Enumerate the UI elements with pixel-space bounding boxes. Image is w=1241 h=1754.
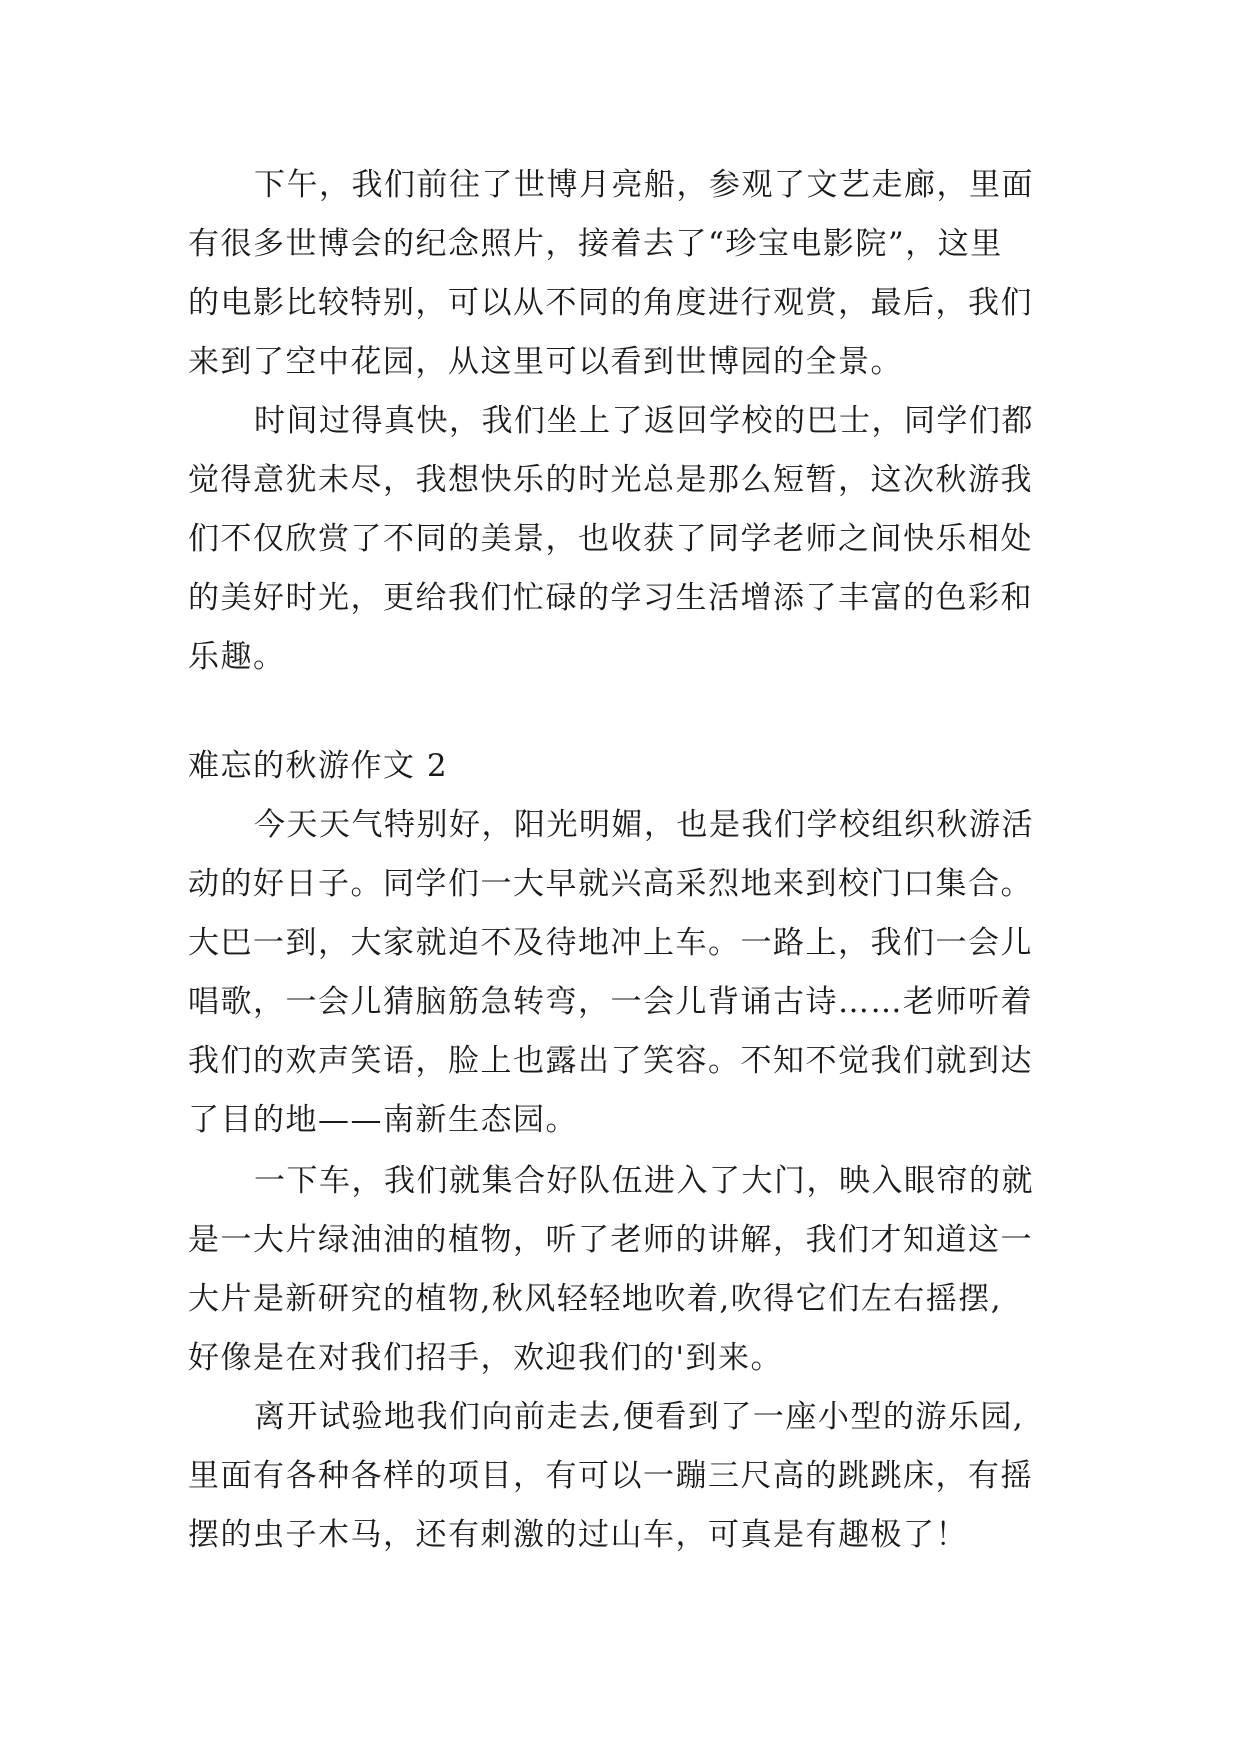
- paragraph-line: 唱歌，一会儿猜脑筋急转弯，一会儿背诵古诗……老师听着: [188, 984, 1033, 1020]
- paragraph-line: 一下车，我们就集合好队伍进入了大门，映入眼帘的就: [254, 1163, 1034, 1199]
- paragraph-line: 大巴一到，大家就迫不及待地冲上车。一路上，我们一会儿: [188, 925, 1033, 961]
- paragraph-line: 大片是新研究的植物,秋风轻轻地吹着,吹得它们左右摇摆,: [188, 1281, 1003, 1317]
- paragraph-line: 摆的虫子木马，还有刺激的过山车，可真是有趣极了！: [188, 1517, 968, 1553]
- paragraph-line: 我们的欢声笑语，脸上也露出了笑容。不知不觉我们就到达: [188, 1043, 1033, 1079]
- paragraph-line: 里面有各种各样的项目，有可以一蹦三尺高的跳跳床，有摇: [188, 1458, 1033, 1494]
- paragraph-line: 觉得意犹未尽，我想快乐的时光总是那么短暂，这次秋游我: [188, 462, 1033, 498]
- paragraph-line: 离开试验地我们向前走去,便看到了一座小型的游乐园,: [254, 1399, 1025, 1435]
- paragraph-line: 下午，我们前往了世博月亮船，参观了文艺走廊，里面: [254, 167, 1034, 203]
- paragraph-line: 的美好时光，更给我们忙碌的学习生活增添了丰富的色彩和: [188, 580, 1033, 616]
- paragraph-line: 时间过得真快，我们坐上了返回学校的巴士，同学们都: [254, 403, 1034, 439]
- section-heading: 难忘的秋游作文 2: [188, 748, 449, 784]
- paragraph-line: 动的好日子。同学们一大早就兴高采烈地来到校门口集合。: [188, 866, 1033, 902]
- paragraph-line: 乐趣。: [188, 639, 286, 675]
- paragraph-line: 有很多世博会的纪念照片，接着去了“珍宝电影院”，这里: [188, 226, 1003, 262]
- paragraph-line: 好像是在对我们招手，欢迎我们的'到来。: [188, 1340, 784, 1376]
- paragraph-line: 了目的地——南新生态园。: [188, 1102, 578, 1138]
- paragraph-line: 来到了空中花园，从这里可以看到世博园的全景。: [188, 344, 903, 380]
- paragraph-line: 是一大片绿油油的植物，听了老师的讲解，我们才知道这一: [188, 1222, 1033, 1258]
- paragraph-line: 的电影比较特别，可以从不同的角度进行观赏，最后，我们: [188, 285, 1033, 321]
- paragraph-line: 今天天气特别好，阳光明媚，也是我们学校组织秋游活: [254, 807, 1034, 843]
- paragraph-line: 们不仅欣赏了不同的美景，也收获了同学老师之间快乐相处: [188, 521, 1033, 557]
